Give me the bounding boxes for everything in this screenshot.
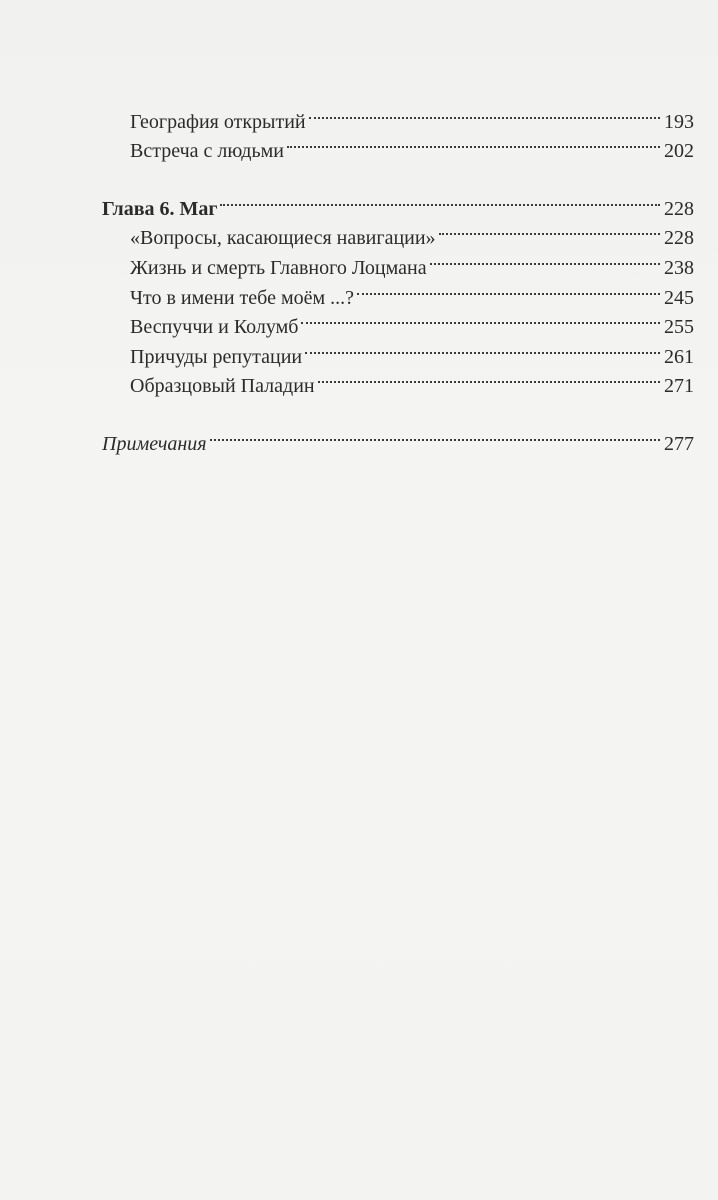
dot-leader xyxy=(287,128,660,158)
toc-entry-title: Причуды репутации xyxy=(130,345,303,368)
dot-leader xyxy=(301,304,660,334)
toc-entry-title: География открытий xyxy=(130,110,306,133)
toc-entry-page: 202 xyxy=(664,140,694,163)
dot-leader xyxy=(305,333,660,363)
dot-leader xyxy=(220,185,660,215)
dot-leader xyxy=(357,274,660,304)
table-of-contents xyxy=(102,98,694,455)
toc-entry-title: Веспуччи и Колумб xyxy=(130,316,299,339)
dot-leader xyxy=(439,215,660,245)
toc-entry-page: 228 xyxy=(664,227,694,250)
toc-entry-page: 245 xyxy=(664,286,694,309)
dot-leader xyxy=(309,98,660,128)
toc-entry-page: 238 xyxy=(664,256,694,279)
toc-notes-title: Примечания xyxy=(102,432,207,455)
toc-entry-title: Что в имени тебе моём ...? xyxy=(130,286,355,309)
toc-notes-page: 277 xyxy=(664,432,694,455)
toc-notes xyxy=(102,420,694,455)
toc-entry-title: Жизнь и смерть Главного Лоцмана xyxy=(130,256,427,279)
toc-chapter-title: Глава 6. Маг xyxy=(102,197,218,220)
toc-entry-page: 271 xyxy=(664,375,694,398)
toc-entry-page: 193 xyxy=(664,110,694,133)
toc-entry-page: 255 xyxy=(664,316,694,339)
toc-entry-title: Встреча с людьми xyxy=(130,140,284,163)
dot-leader xyxy=(318,363,660,393)
toc-chapter-page: 228 xyxy=(664,197,694,220)
toc-entry-page: 261 xyxy=(664,345,694,368)
dot-leader xyxy=(430,244,660,274)
toc-entry xyxy=(102,98,694,133)
toc-chapter xyxy=(102,185,694,220)
dot-leader xyxy=(210,420,660,450)
toc-entry-title: «Вопросы, касающиеся навигации» xyxy=(130,227,436,250)
toc-entry-title: Образцовый Паладин xyxy=(130,375,315,398)
